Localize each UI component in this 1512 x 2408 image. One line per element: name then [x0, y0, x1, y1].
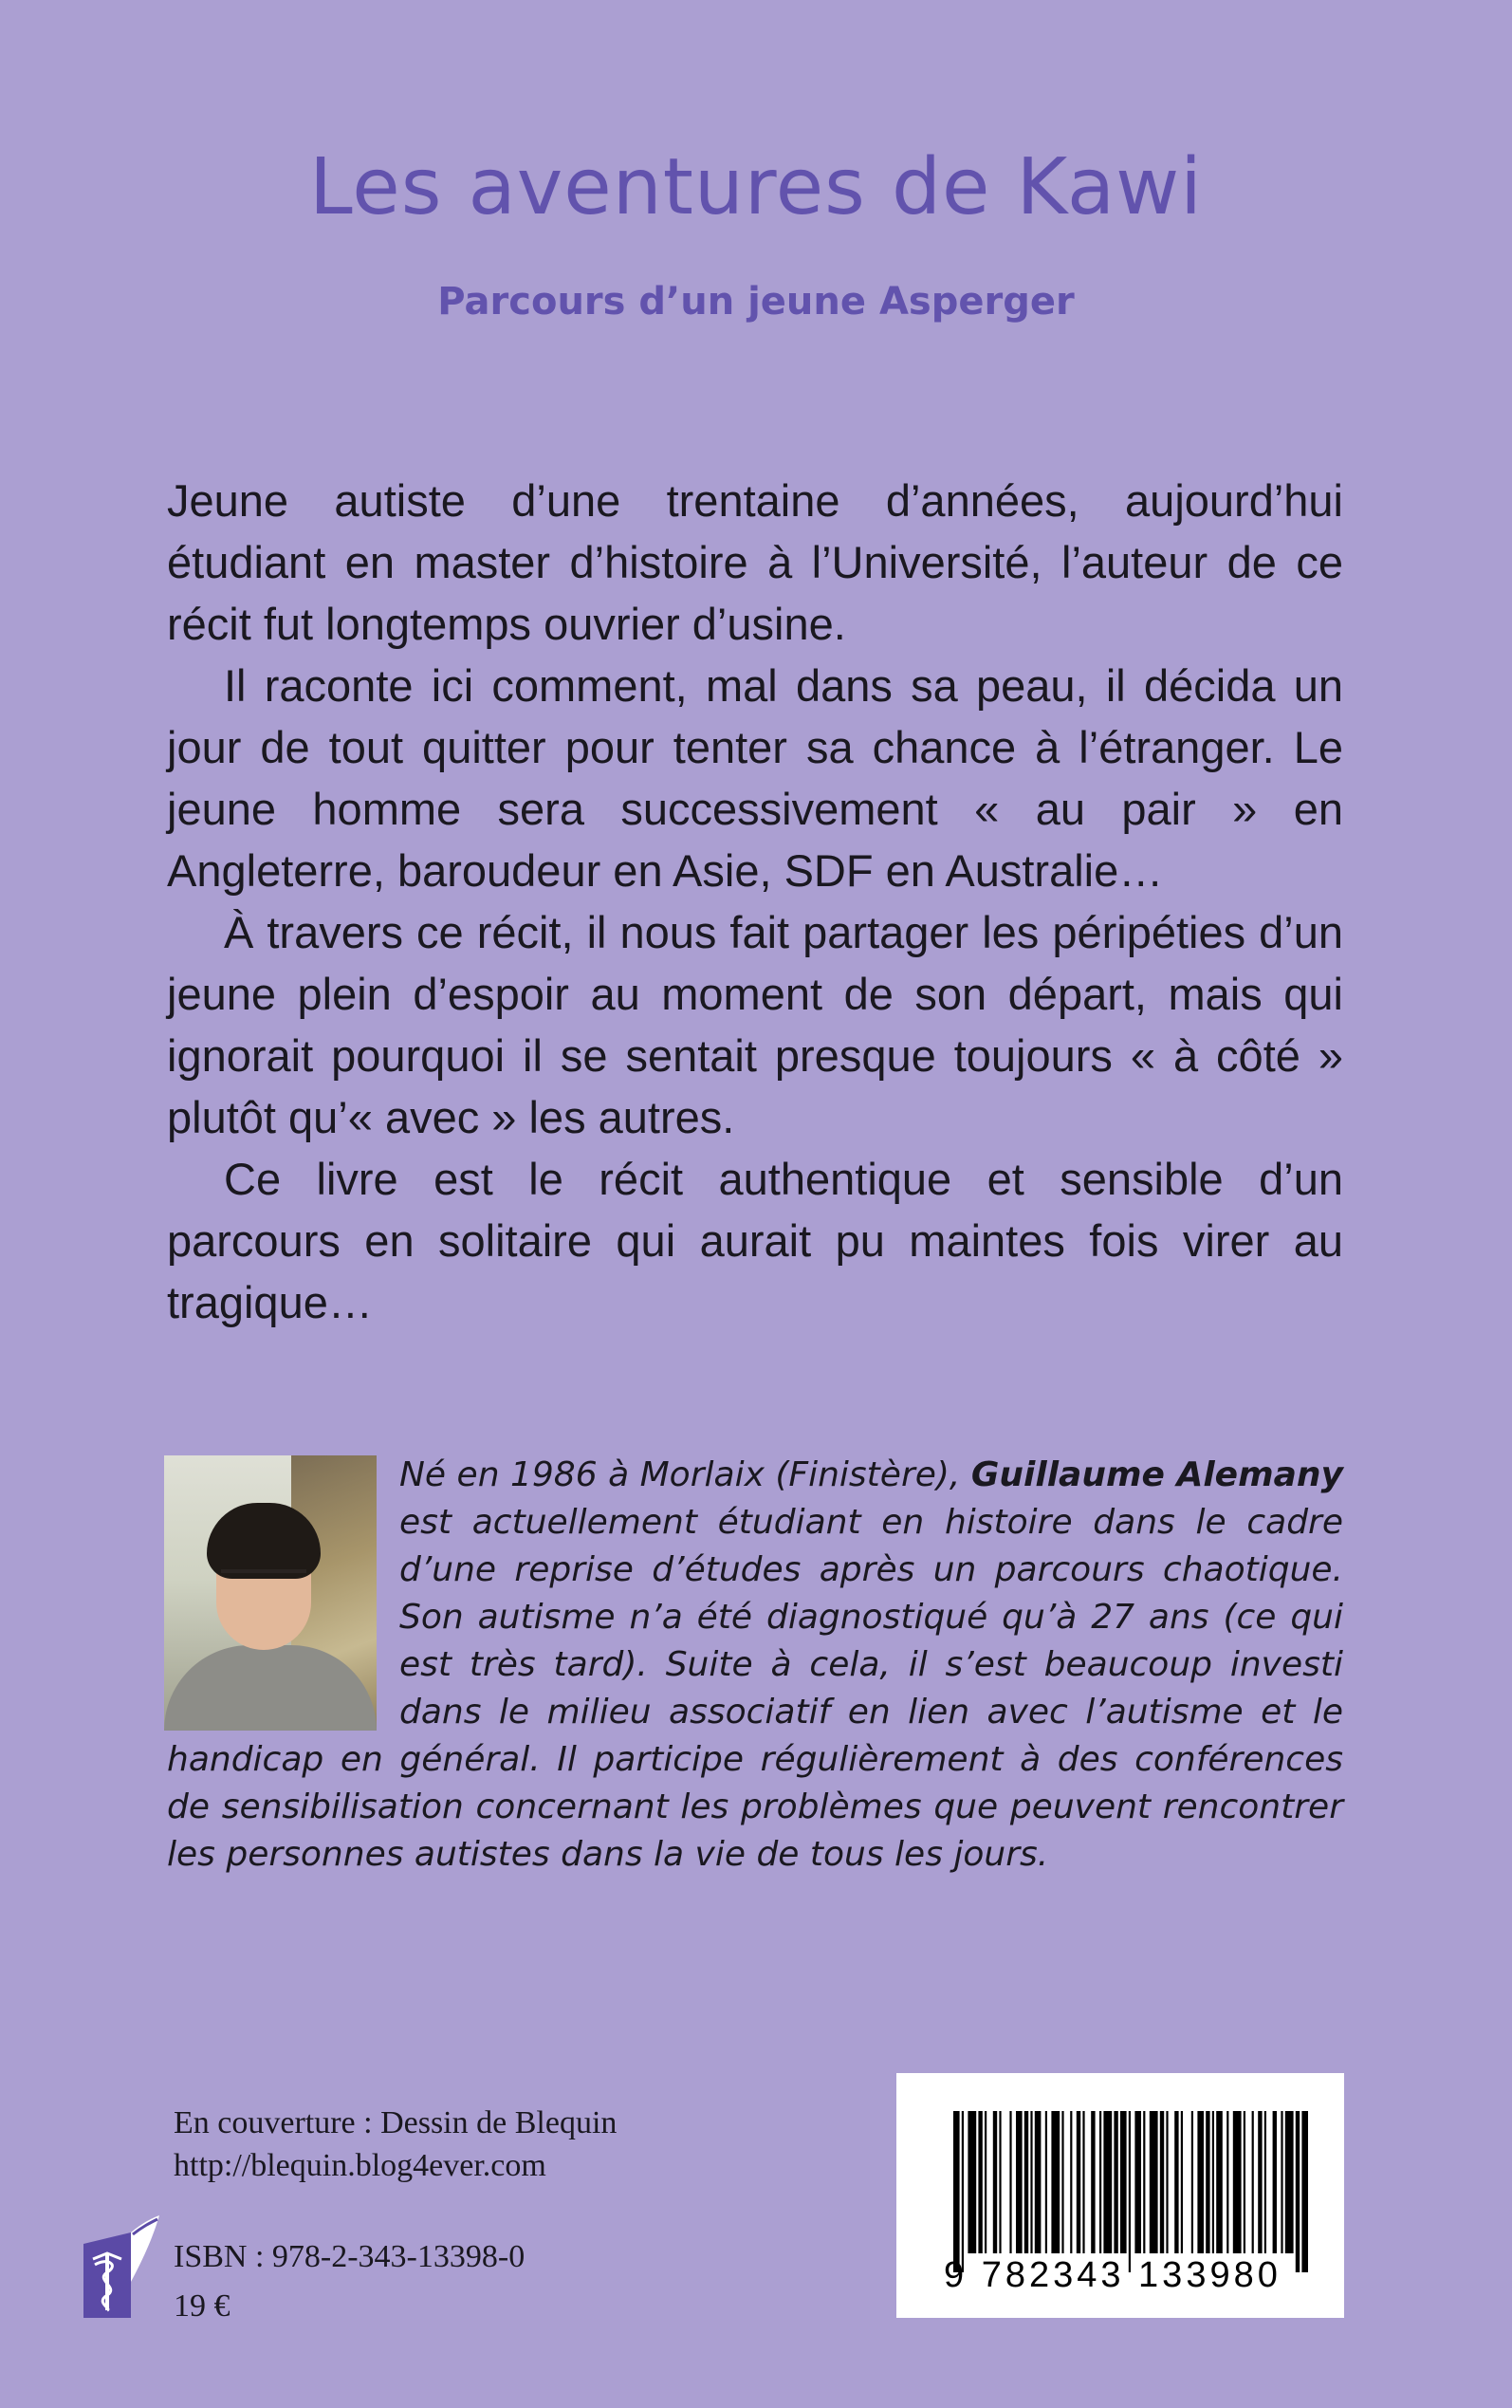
barcode-bar: [1212, 2111, 1214, 2253]
barcode-bar: [1244, 2111, 1245, 2253]
barcode-bar: [978, 2111, 982, 2253]
barcode-bar: [1143, 2111, 1145, 2253]
blurb: [167, 470, 1343, 1333]
barcode-bar: [953, 2111, 960, 2272]
barcode-bar: [1009, 2111, 1011, 2253]
barcode-bar: [1226, 2111, 1228, 2253]
author-name: Guillaume Alemany: [970, 1455, 1343, 1494]
cover-credits: [174, 2102, 617, 2187]
isbn: ISBN : 978-2-343-13398-0: [174, 2239, 526, 2274]
illustrator-url: http://blequin.blog4ever.com: [174, 2148, 546, 2183]
barcode-bar: [1082, 2111, 1084, 2253]
barcode-bar: [1120, 2111, 1127, 2253]
barcode-bar: [1045, 2111, 1047, 2253]
barcode-bar: [1024, 2111, 1028, 2253]
photo-spacer: [167, 1452, 399, 1736]
barcode-bar: [993, 2111, 997, 2253]
barcode-bar: [1233, 2111, 1242, 2253]
barcode-bar: [1051, 2111, 1060, 2253]
barcode-bar: [1273, 2111, 1277, 2253]
blurb-paragraph: Ce livre est le récit authentique et sensible d’un parcours en solitaire qui aurait pu maintes fois virer au tragique…: [167, 1154, 1343, 1327]
barcode-bar: [1061, 2111, 1063, 2253]
barcode-bar: [1091, 2111, 1095, 2253]
barcode-bar: [1166, 2111, 1168, 2253]
barcode-bar: [985, 2111, 986, 2253]
barcode-bar: [1181, 2111, 1183, 2253]
barcode-bar: [1191, 2111, 1193, 2253]
barcode-bar: [1129, 2111, 1131, 2272]
barcode-bar: [1301, 2111, 1308, 2272]
book-subtitle: Parcours d’un jeune Asperger: [437, 280, 1075, 324]
barcode-bar: [1160, 2111, 1164, 2253]
barcode-bar: [1216, 2111, 1223, 2253]
barcode-bar: [1285, 2111, 1294, 2253]
isbn-block: [174, 2232, 525, 2331]
barcode-bar: [1114, 2111, 1117, 2253]
price: 19 €: [174, 2288, 230, 2324]
barcode-bar: [1150, 2111, 1158, 2253]
barcode-bar: [1174, 2111, 1178, 2253]
barcode-bar: [1134, 2111, 1141, 2253]
barcode-digits: 9 782343 133980: [944, 2255, 1282, 2295]
publisher-logo-icon: [76, 2215, 159, 2318]
barcode: [896, 2073, 1344, 2318]
author-bio: [167, 1452, 1343, 1879]
barcode-bar: [1016, 2111, 1023, 2253]
barcode-bar: [1281, 2111, 1282, 2253]
barcode-bar: [1197, 2111, 1204, 2253]
book-title: Les aventures de Kawi: [309, 142, 1203, 232]
barcode-bar: [1030, 2111, 1032, 2253]
blurb-paragraph: À travers ce récit, il nous fait partager les péripéties d’un jeune plein d’espoir au moment de son départ, mais qui ignorait pourquoi il se sentait presque toujours « à côté » plutôt qu’« avec » les autres.: [167, 907, 1343, 1142]
barcode-bar: [1258, 2111, 1262, 2253]
barcode-bar: [1070, 2111, 1072, 2253]
barcode-bar: [1099, 2111, 1101, 2253]
barcode-bar: [1296, 2111, 1300, 2272]
barcode-bar: [1252, 2111, 1254, 2253]
barcode-bar: [999, 2111, 1001, 2253]
barcode-bar: [1264, 2111, 1266, 2253]
barcode-bar: [1035, 2111, 1042, 2253]
barcode-bar: [968, 2111, 976, 2253]
cover-illustration-credit: En couverture : Dessin de Blequin: [174, 2105, 618, 2140]
blurb-paragraph: Il raconte ici comment, mal dans sa peau, il décida un jour de tout quitter pour tenter sa chance à l’étranger. Le jeune homme sera successivement « au pair » en Angleterre, baroudeur en Asie, SDF en Australie…: [167, 660, 1343, 896]
barcode-bar: [1103, 2111, 1112, 2253]
bio-text: est actuellement étudiant en histoire dans le cadre d’une reprise d’études après un parcours chaotique. Son autisme n’a été diagnostiqué qu’à 27 ans (ce qui est très tard). Suite à cela, il s’est beaucoup investi dans le milieu associatif en lien avec l’autisme et le handicap en général. Il participe régulièrement à des conférences de sensibilisation concernant les problèmes que peuvent rencontrer les personnes autistes dans la vie de tous les jours.: [167, 1503, 1343, 1874]
barcode-bar: [1206, 2111, 1209, 2253]
bio-lead: Né en 1986 à Morlaix (Finistère),: [399, 1455, 971, 1494]
blurb-paragraph: Jeune autiste d’une trentaine d’années, aujourd’hui étudiant en master d’histoire à l’Université, l’auteur de ce récit fut longtemps ouvrier d’usine.: [167, 475, 1343, 649]
barcode-bar: [962, 2111, 964, 2272]
barcode-bar: [1077, 2111, 1080, 2253]
